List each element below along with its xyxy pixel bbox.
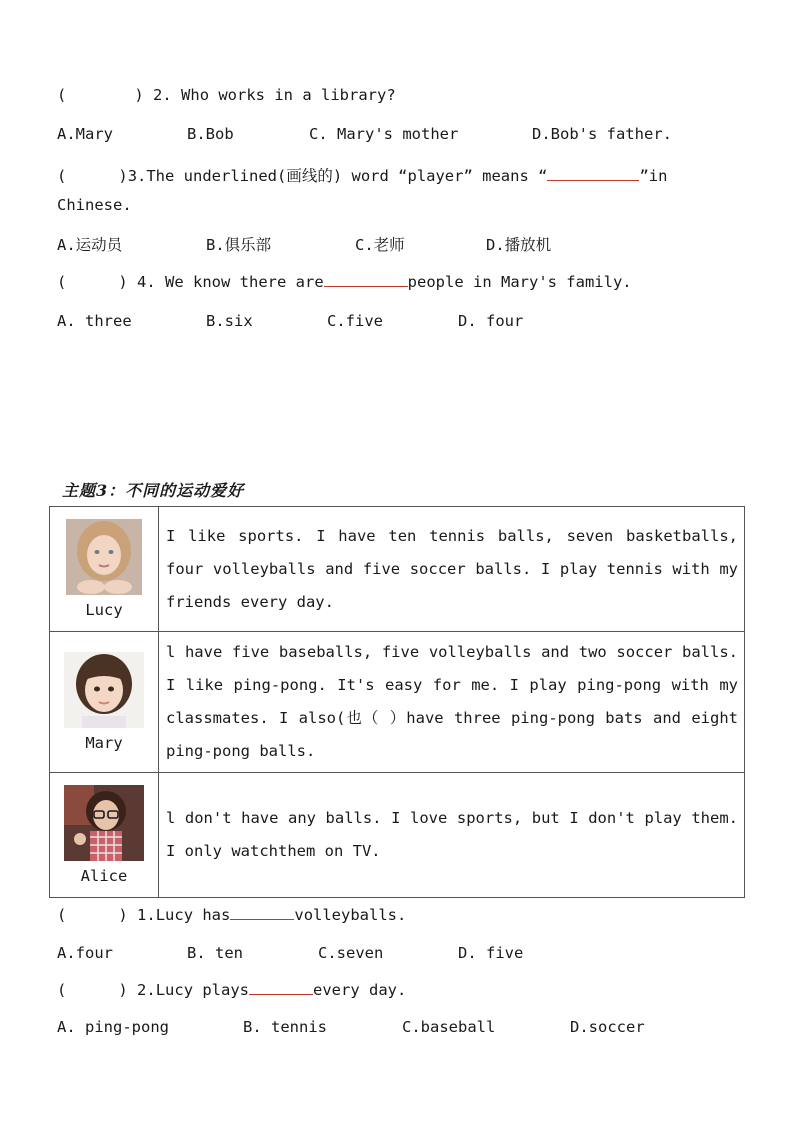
question-3-continued: Chinese. bbox=[57, 196, 132, 214]
person-cell bbox=[50, 632, 159, 773]
option-b: B.Bob bbox=[187, 125, 234, 143]
person-text: I like sports. I have ten tennis balls, seven basketballs, four volleyballs and five soccer balls. I play tennis with my friends every day. bbox=[159, 507, 745, 632]
question-3-text: 3.The underlined(画线的) word “player” means “ bbox=[127, 167, 548, 185]
question-2b: ( ) 2.Lucy plays every day. bbox=[57, 981, 407, 999]
person-name: Lucy bbox=[85, 601, 123, 619]
option-c: C. Mary's mother bbox=[309, 125, 459, 143]
option-d: D. four bbox=[458, 312, 524, 330]
option-c: C.five bbox=[327, 312, 383, 330]
table-row bbox=[50, 507, 745, 632]
person-cell bbox=[50, 507, 159, 632]
person-name: Mary bbox=[85, 734, 123, 752]
question-2-text: 2. Who works in a library? bbox=[153, 86, 396, 104]
question-2: ( ) 2. Who works in a library? bbox=[57, 86, 396, 104]
section-title: 主题3：不同的运动爱好 bbox=[62, 481, 245, 500]
question-4: ( ) 4. We know there are people in Mary's family. bbox=[57, 273, 632, 291]
person-name: Alice bbox=[80, 867, 128, 885]
option-a: A. three bbox=[57, 312, 132, 330]
answer-blank bbox=[324, 285, 408, 287]
option-b: B. ten bbox=[187, 944, 243, 962]
table-row bbox=[50, 632, 745, 773]
option-a: A.Mary bbox=[57, 125, 113, 143]
lucy-photo bbox=[66, 519, 142, 595]
answer-blank bbox=[547, 179, 639, 181]
option-c: C.老师 bbox=[355, 236, 405, 254]
option-d: D.Bob's father. bbox=[532, 125, 672, 143]
answer-blank bbox=[230, 918, 294, 920]
person-text: l have five baseballs, five volleyballs and two soccer balls. I like ping-pong. It's easy for me. I play ping-pong with my classmates. I also(也（ ）have three ping-pong bats and eight ping-pong balls. bbox=[159, 632, 745, 773]
option-a: A. ping-pong bbox=[57, 1018, 169, 1036]
table-row bbox=[50, 773, 745, 898]
option-a: A.运动员 bbox=[57, 236, 123, 254]
person-text: l don't have any balls. I love sports, but I don't play them. I only watchthem on TV. bbox=[159, 773, 745, 898]
option-b: B.俱乐部 bbox=[206, 236, 272, 254]
option-b: B.six bbox=[206, 312, 253, 330]
option-c: C.baseball bbox=[402, 1018, 496, 1036]
question-1: ( ) 1.Lucy has volleyballs. bbox=[57, 906, 407, 924]
option-d: D.soccer bbox=[570, 1018, 645, 1036]
person-cell bbox=[50, 773, 159, 898]
option-c: C.seven bbox=[318, 944, 384, 962]
option-a: A.four bbox=[57, 944, 113, 962]
option-d: D. five bbox=[458, 944, 524, 962]
answer-blank bbox=[249, 993, 313, 995]
mary-photo bbox=[64, 652, 144, 728]
question-3: ( )3.The underlined(画线的) word “player” means “ ”in bbox=[57, 167, 668, 185]
alice-photo bbox=[64, 785, 144, 861]
option-d: D.播放机 bbox=[486, 236, 552, 254]
option-b: B. tennis bbox=[243, 1018, 327, 1036]
reading-table bbox=[49, 506, 745, 898]
